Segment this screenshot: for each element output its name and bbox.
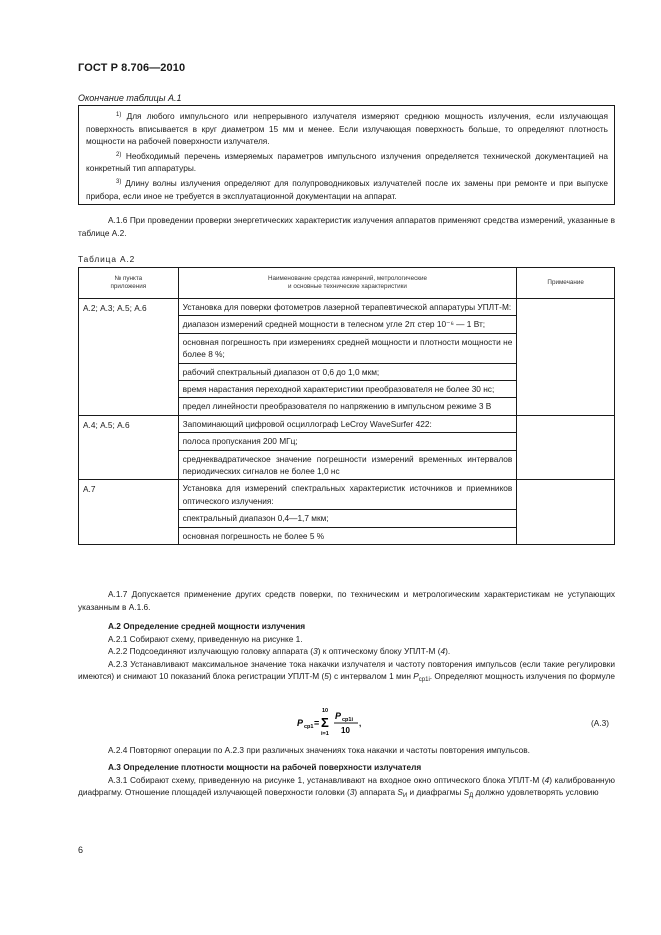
formula-a3 [296, 705, 376, 739]
footnote-1: $^{1)}$ Для любого импульсного или непрерывного излучателя измеряют среднюю мощность излучения, если излучающая поверхность вписывается в круг диаметром 15 мм и менее. Если излучающая поверхность больше, то определяют плотность мощности на рабочей поверхности излучателя. [86, 111, 609, 147]
table-row [79, 480, 615, 545]
paragraph-a31: А.3.1 Собирают схему, приведенную на рисунке 1, устанавливают на входное окно оптического блока УПЛТ-М (4) калиброванную диафрагму. Отношение площадей излучающей поверхности головки (3) аппарата $S_И$ и диафрагмы $S_Д$ должно удовлетворять условию [78, 774, 615, 800]
paragraph-a17: А.1.7 Допускается применение других средств поверки, по техническим и метрологическим характеристикам не уступающих указанным в А.1.6. [78, 589, 615, 612]
row-description-cell: Установка для поверки фотометров лазерной терапевтической аппаратуры УПЛТ-М: диапазон измерений средней мощности в телесном угле 2π стер 10⁻⁶ — 1 Вт; основная погрешность при измерениях средней мощности и плотности мощности не более 8 %; рабочий спектральный диапазон от 0,6 до 1,0 мкм; время нарастания переходной характеристики преобразователя не более 30 нс; предел линейности преобразователя по напряжению в импульсном режиме 3 В [178, 299, 517, 416]
row-ref-cell: А.7 [79, 480, 179, 545]
table-a2 [78, 267, 615, 545]
svg-text:10: 10 [341, 726, 350, 735]
footnote-2: $^{2)}$ Необходимый перечень измеряемых параметров импульсного излучения определяется технической документацией на конкретный тип аппаратуры. [86, 150, 608, 174]
sum-symbol: Σ [321, 715, 329, 730]
row-ref-cell: А.4; А.5; А.6 [79, 415, 179, 480]
svg-text:P: P [297, 718, 304, 728]
section-a3 [78, 761, 615, 803]
svg-text:,: , [359, 719, 362, 728]
formula-number: (А.3) [591, 718, 609, 728]
row-note-cell [517, 415, 615, 480]
svg-text:P: P [335, 711, 342, 721]
footnote-3: $^{3)}$ Длину волны излучения определяют для полупроводниковых излучателей после их замены при ремонте и при выпуске прибора, если иное не требуется в эксплуатационной документации на аппарат. [86, 177, 608, 201]
header-item-number: № пункта приложения [79, 268, 179, 299]
table-continuation-caption: Окончание таблицы А.1 [78, 93, 182, 103]
section-a3-heading: А.3 Определение плотности мощности на рабочей поверхности излучателя [108, 762, 422, 772]
section-a2 [78, 620, 615, 687]
section-a2-heading: А.2 Определение средней мощности излучения [108, 621, 306, 631]
row-note-cell [517, 299, 615, 416]
row-ref-cell: А.2; А.3; А.5; А.6 [79, 299, 179, 416]
header-instrument: Наименование средства измерений, метрологические и основные технические характеристики [178, 268, 517, 299]
table-a1-footnotes [78, 105, 615, 205]
paragraph-a22: А.2.2 Подсоединяют излучающую головку аппарата (3) к оптическому блоку УПЛТ-М (4). [108, 646, 451, 657]
row-description-cell: Запоминающий цифровой осциллограф LeCroy WaveSurfer 422: полоса пропускания 200 МГц; среднеквадратическое значение погрешности измерений временных интервалов периодических сигналов не более 1,0 нс [178, 415, 517, 480]
paragraph-a24: А.2.4 Повторяют операции по А.2.3 при различных значениях тока накачки и частоты повторения импульсов. [108, 745, 530, 755]
document-header: ГОСТ Р 8.706—2010 [78, 62, 186, 74]
table-row [79, 299, 615, 416]
table-header-row [79, 268, 615, 299]
paragraph-a16: А.1.6 При проведении проверки энергетических характеристик излучения аппаратов применяют средства измерений, указанные в таблице А.2. [78, 215, 615, 238]
paragraph-a23: А.2.3 Устанавливают максимальное значение тока накачки излучателя и частоту повторения импульсов (если такие регулировки имеются) и снимают 10 показаний блока регистрации УПЛТ-М (5) с интервалом 1 мин $P_{ср1i}$. Определяют мощность излучения по формуле [78, 658, 615, 684]
table-row [79, 415, 615, 480]
svg-text:ср1i: ср1i [342, 717, 354, 723]
header-note: Примечание [517, 268, 615, 299]
svg-text:10: 10 [322, 708, 329, 714]
svg-text:ср1: ср1 [304, 724, 314, 730]
table-a2-caption: Таблица А.2 [78, 254, 136, 264]
page-number: 6 [78, 845, 84, 855]
paragraph-a21: А.2.1 Собирают схему, приведенную на рисунке 1. [108, 633, 303, 644]
row-note-cell [517, 480, 615, 545]
svg-text:i=1: i=1 [321, 731, 329, 737]
svg-text:=: = [314, 718, 320, 728]
row-description-cell: Установка для измерений спектральных характеристик источников и приемников оптического излучения: спектральный диапазон 0,4—1,7 мкм; основная погрешность не более 5 % [178, 480, 517, 545]
